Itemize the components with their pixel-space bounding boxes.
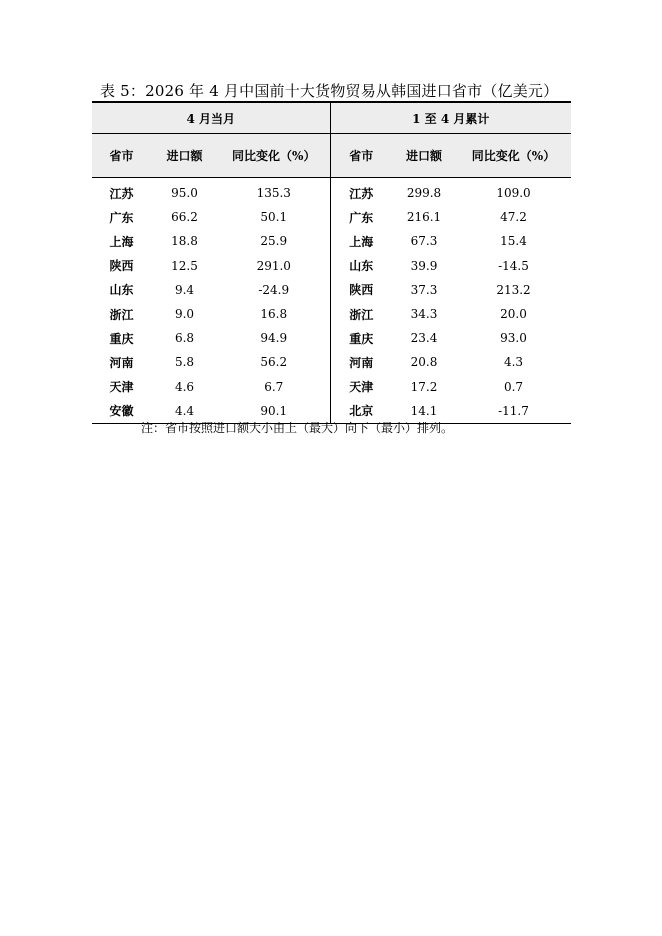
cell-monthly-yoy: 90.1 <box>218 399 330 424</box>
cell-monthly-import: 5.8 <box>174 355 195 370</box>
cell-cumulative-import: 34.3 <box>410 307 438 322</box>
table-note: 注：省市按照进口额大小由上（最大）向下（最小）排列。 <box>141 421 454 435</box>
col-header-monthly-import: 进口额 <box>151 134 218 178</box>
group-header-monthly: 4 月当月 <box>92 102 330 134</box>
cell-monthly-yoy: 135.3 <box>256 186 291 201</box>
cell-cumulative-province: 天津 <box>330 375 392 399</box>
cell-monthly-yoy: 16.8 <box>260 307 288 322</box>
cell-monthly-province: 安徽 <box>92 399 151 424</box>
cell-cumulative-province: 河南 <box>330 350 392 374</box>
cell-cumulative-yoy: -11.7 <box>456 399 571 424</box>
table-row <box>92 375 571 399</box>
cell-monthly-province: 重庆 <box>109 331 134 346</box>
cell-monthly-province: 广东 <box>109 210 134 225</box>
cell-cumulative-yoy: 4.3 <box>503 355 524 370</box>
cell-cumulative-yoy: 20.0 <box>500 307 527 322</box>
cell-monthly-province: 江苏 <box>109 186 134 201</box>
cell-monthly-import: 12.5 <box>171 258 198 273</box>
col-header-monthly-province: 省市 <box>92 134 151 178</box>
cell-monthly-yoy: 56.2 <box>260 355 288 370</box>
col-header-monthly-yoy: 同比变化（%） <box>218 134 330 178</box>
cell-monthly-province: 上海 <box>109 234 134 249</box>
cell-cumulative-province: 上海 <box>330 229 392 253</box>
col-header-cumulative-import: 进口额 <box>392 134 456 178</box>
cell-monthly-import: 66.2 <box>171 210 198 225</box>
cell-cumulative-import: 37.3 <box>410 282 438 297</box>
cell-monthly-yoy: 6.7 <box>264 379 284 394</box>
cell-cumulative-yoy: 15.4 <box>500 234 527 249</box>
cell-monthly-import: 4.4 <box>151 399 218 424</box>
cell-cumulative-import: 23.4 <box>410 331 438 346</box>
cell-monthly-yoy: 291.0 <box>256 258 291 273</box>
cell-cumulative-import: 39.9 <box>410 258 438 273</box>
table-row <box>92 278 571 302</box>
cell-cumulative-yoy: 109.0 <box>496 186 531 201</box>
cell-cumulative-province: 重庆 <box>330 326 392 350</box>
cell-cumulative-province: 山东 <box>330 254 392 278</box>
cell-cumulative-province: 江苏 <box>330 178 392 206</box>
cell-cumulative-yoy: -14.5 <box>498 258 529 273</box>
cell-monthly-province: 河南 <box>109 355 134 370</box>
col-header-cumulative-province: 省市 <box>330 134 392 178</box>
cell-monthly-province: 山东 <box>109 283 134 298</box>
cell-monthly-import: 4.6 <box>174 379 195 394</box>
cell-monthly-yoy: -24.9 <box>258 282 290 297</box>
table-title: 表 5：2026 年 4 月中国前十大货物贸易从韩国进口省市（亿美元） <box>100 82 559 100</box>
cell-cumulative-import: 17.2 <box>410 379 438 394</box>
cell-monthly-import: 95.0 <box>171 186 198 201</box>
col-header-cumulative-yoy: 同比变化（%） <box>456 134 571 178</box>
table-row <box>92 178 571 206</box>
cell-monthly-yoy: 94.9 <box>260 331 288 346</box>
cell-monthly-province: 浙江 <box>109 307 134 322</box>
cell-cumulative-yoy: 47.2 <box>500 210 527 225</box>
cell-cumulative-import: 216.1 <box>406 210 442 225</box>
table-row <box>92 302 571 326</box>
cell-monthly-province: 天津 <box>109 380 134 395</box>
cell-cumulative-province: 陕西 <box>330 278 392 302</box>
cell-monthly-yoy: 25.9 <box>260 234 288 249</box>
cell-cumulative-import: 14.1 <box>392 399 456 424</box>
cell-monthly-province: 陕西 <box>109 259 134 274</box>
cell-monthly-import: 9.0 <box>174 307 195 322</box>
table-row <box>92 229 571 253</box>
cell-cumulative-import: 67.3 <box>410 234 438 249</box>
table-row <box>92 205 571 229</box>
cell-cumulative-import: 20.8 <box>410 355 438 370</box>
cell-cumulative-import: 299.8 <box>406 186 442 201</box>
table-row <box>92 326 571 350</box>
cell-monthly-yoy: 50.1 <box>260 210 288 225</box>
import-table <box>92 101 571 424</box>
group-header-cumulative: 1 至 4 月累计 <box>330 102 571 134</box>
table-row <box>92 350 571 374</box>
cell-cumulative-province: 广东 <box>330 205 392 229</box>
cell-monthly-import: 9.4 <box>174 282 195 297</box>
cell-cumulative-yoy: 0.7 <box>503 379 524 394</box>
cell-monthly-import: 6.8 <box>174 331 195 346</box>
cell-monthly-import: 18.8 <box>171 234 198 249</box>
cell-cumulative-province: 北京 <box>330 399 392 424</box>
table-body <box>92 178 571 424</box>
cell-cumulative-yoy: 93.0 <box>500 331 527 346</box>
table-row <box>92 254 571 278</box>
cell-cumulative-yoy: 213.2 <box>496 282 531 297</box>
cell-cumulative-province: 浙江 <box>330 302 392 326</box>
